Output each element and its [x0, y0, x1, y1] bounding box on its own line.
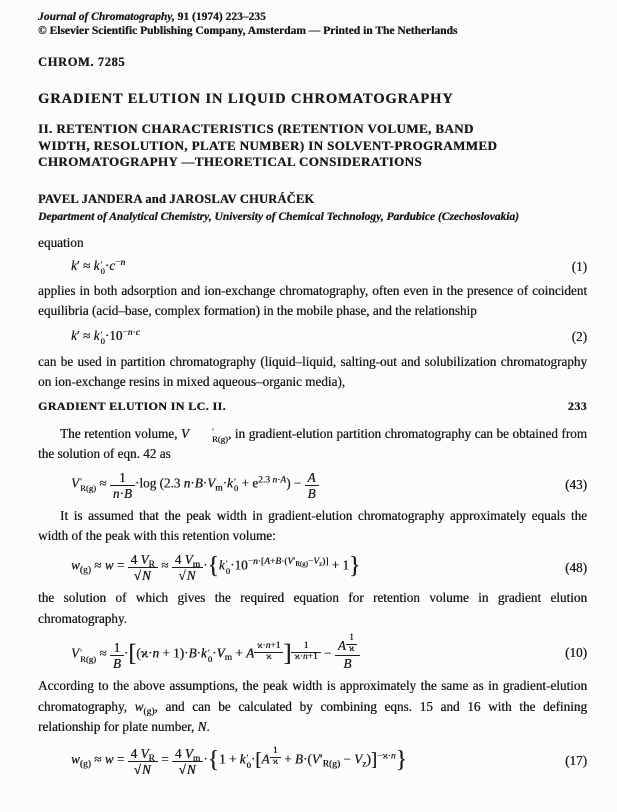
- equation-48-number: (48): [565, 559, 587, 575]
- subtitle-line-1: II. RETENTION CHARACTERISTICS (RETENTION VOLUME, BAND: [38, 121, 474, 136]
- page-number: 233: [567, 398, 587, 413]
- equation-43-number: (43): [565, 477, 587, 493]
- equation-2-formula: k′ ≈ k ′ 0 $\cdot 10^{-n\cdot c}$: [71, 327, 140, 347]
- equation-1-formula: k′ ≈ k ′ 0 $\cdot c^{-n}$: [71, 257, 126, 277]
- equation-17: [38, 746, 587, 777]
- paragraph-1: applies in both adsorption and ion-exchange chromatography, often even in the presence of coincident equilibria (acid–base, complex formation) in the mobile phase, and the relationship: [38, 282, 587, 319]
- subtitle-line-2: WIDTH, RESOLUTION, PLATE NUMBER) IN SOLVENT-PROGRAMMED: [38, 137, 498, 153]
- equation-1-number: (1): [571, 258, 587, 274]
- paragraph-2: can be used in partition chromatography (liquid–liquid, salting-out and solubilization chromatography on ion-exchange resins in mixed aqueous–organic media),: [38, 353, 587, 389]
- equation-48: [38, 552, 587, 583]
- equation-2: [38, 328, 587, 346]
- authors-line: PAVEL JANDERA and JAROSLAV CHURÁČEK: [38, 191, 315, 206]
- paragraph-6: According to the above assumptions, the peak width is approximately the same as in gradient-elution chromatography, $w_{(g)}$, and can be calculated by combining eqns. 15 and 16 with the defining relationship for plate number, N.: [38, 678, 587, 735]
- article-body: [38, 233, 587, 778]
- equation-17-formula: $w_{(g)} \approx w$ = $\frac{4 V_R}{√N}$ = $\frac{4 V_m}{√N}$ ·{1 + k ′ 0 ·[A $^{\frac{1}{ϰ}}$ + $B\cdot(V'_{R(g)} - V_z)]^{-ϰ\cdot n}$}: [71, 745, 407, 777]
- paragraph-lead-equation: equation: [38, 234, 84, 250]
- affiliation-line: Department of Analytical Chemistry, University of Chemical Technology, Pardubice (Czechoslovakia): [38, 210, 519, 223]
- article-code: CHROM. 7285: [38, 55, 126, 69]
- equation-1: [38, 258, 587, 276]
- equation-2-number: (2): [571, 328, 587, 344]
- paragraph-4: It is assumed that the peak width in gradient-elution chromatography approximately equals the width of the peak with this retention volume:: [38, 507, 587, 544]
- article-title: GRADIENT ELUTION IN LIQUID CHROMATOGRAPHY: [38, 91, 454, 107]
- equation-10-formula: V ′ R(g) ≈ $\frac{1}{B}$ ·[(ϰ·n + 1)·B·k ′ 0 $\cdot V_m + A$ $^{\frac{ϰ\cdot n+1}{ϰ}}$ ] $^{\frac{1}{ϰ\cdot n+1}}$ − A $^{\frac{1}{ϰ}}$ B: [38, 634, 545, 671]
- article-subtitle: [38, 121, 587, 171]
- equation-43: [38, 470, 587, 501]
- running-head: [38, 396, 587, 416]
- journal-volume-info: 91 (1974) 223–235: [174, 11, 266, 23]
- journal-name: Journal of Chromatography,: [38, 11, 175, 23]
- running-head-title: GRADIENT ELUTION IN LC. II.: [38, 398, 226, 413]
- equation-43-formula: V ′ R(g) ≈ $\frac{1}{n\cdot B}$ ·log (2.3 $n\cdot B\cdot V_m\cdot k$ ′ 0 + $e^{2.3 n\cdot A}$) − $\frac{A}{B}$: [38, 470, 545, 501]
- equation-17-number: (17): [565, 753, 587, 769]
- paragraph-3: The retention volume, V ′ R(g) , in gradient-elution partition chromatography can be obtained from the solution of eqn. 42 as: [38, 425, 587, 461]
- equation-10-number: (10): [565, 644, 587, 660]
- equation-48-formula: $w_{(g)} \approx w$ = $\frac{4 V_R}{√N}$ ≈ $\frac{4 V_m}{√N}$ ·{k ′ 0 $\cdot 10^{-n\cdot[A+B\cdot(V'_{R(g)}-V_z)]} + 1$}: [71, 551, 361, 584]
- journal-citation: [38, 10, 587, 24]
- paragraph-5: the solution of which gives the required equation for retention volume in gradient elution chromatography.: [38, 590, 587, 626]
- copyright-line: © Elsevier Scientific Publishing Company, Amsterdam — Printed in The Netherlands: [38, 25, 458, 37]
- subtitle-line-3: CHROMATOGRAPHY —THEORETICAL CONSIDERATIONS: [38, 154, 422, 169]
- equation-10: [38, 634, 587, 671]
